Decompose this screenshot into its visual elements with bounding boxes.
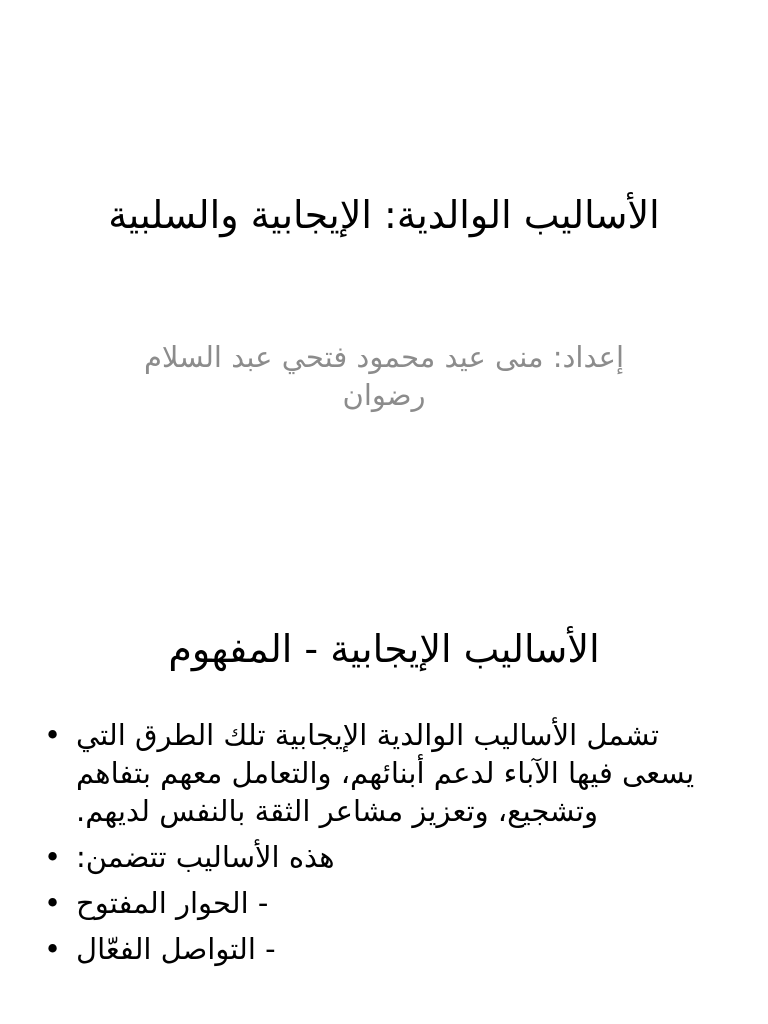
list-item: [40, 930, 700, 968]
bullet-icon: •: [44, 886, 62, 920]
bullet-icon: •: [44, 840, 62, 874]
presentation-title: الأساليب الوالدية: الإيجابية والسلبية: [108, 193, 660, 237]
bullet-icon: •: [44, 718, 62, 752]
bullet-text: هذه الأساليب تتضمن:: [76, 840, 335, 874]
bullet-text: تشمل الأساليب الوالدية الإيجابية تلك الطرق التي يسعى فيها الآباء لدعم أبنائهم، والتعامل معهم بتفاهم وتشجيع، وتعزيز مشاعر الثقة بالنفس لديهم.: [76, 718, 695, 828]
content-slide: [0, 576, 768, 1024]
bullet-text: - الحوار المفتوح: [76, 886, 269, 920]
list-item: [40, 838, 700, 876]
list-item: [40, 716, 700, 830]
bullet-list: [40, 716, 700, 976]
presentation-subtitle: إعداد: منى عيد محمود فتحي عبد السلام رضوان: [143, 340, 625, 412]
slide-title: الأساليب الإيجابية - المفهوم: [168, 627, 600, 671]
list-item: [40, 884, 700, 922]
bullet-text: - التواصل الفعّال: [76, 932, 276, 966]
bullet-icon: •: [44, 932, 62, 966]
